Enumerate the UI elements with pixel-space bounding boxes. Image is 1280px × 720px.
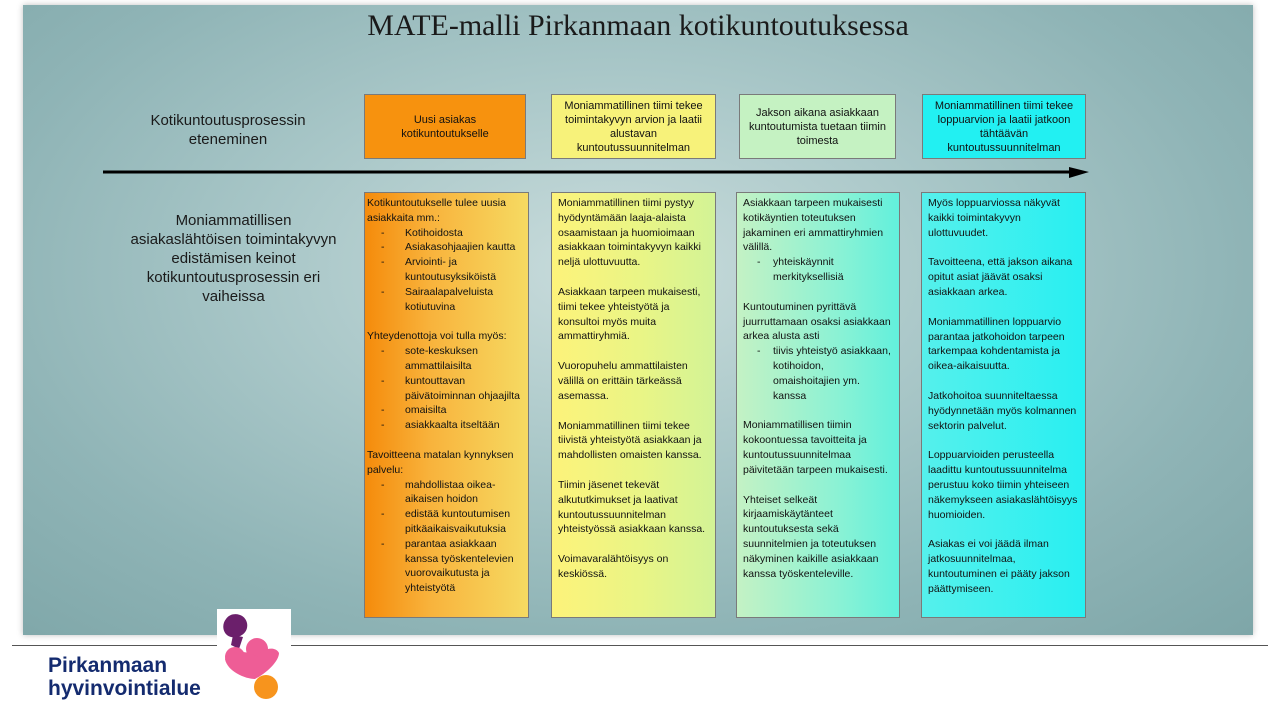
phase-box-assessment [551, 94, 716, 159]
paragraph: Moniammatillinen loppuarvio parantaa jatkohoidon tarpeen tarkempaa kohdentamista ja oikea-aikaisuutta. [928, 315, 1065, 373]
phase-label: Uusi asiakas kotikuntoutukselle [401, 113, 489, 140]
paragraph: Asiakas ei voi jäädä ilman jatkosuunnitelmaa, kuntoutuminen ei pääty jakson päättymiseen. [928, 538, 1070, 595]
paragraph: Tavoitteena matalan kynnyksen palvelu: [367, 448, 514, 476]
org-logo-icon [217, 609, 291, 703]
content-box-assessment [551, 192, 716, 618]
paragraph: Loppuarvioiden perusteella laadittu kuntoutussuunnitelma perustuu koko tiimin yhteiseen näkemykseen asiakaslähtöisyys huomioiden. [928, 449, 1078, 521]
paragraph: Moniammatillinen tiimi tekee tiivistä yhteistyötä asiakkaan ja mahdollisten omaisten kanssa. [558, 419, 702, 462]
paragraph: Vuoropuhelu ammattilaisten välillä on erittäin tärkeässä asemassa. [558, 360, 688, 402]
paragraph: Jatkohoitoa suunniteltaessa hyödynnetään myös kolmannen sektorin palvelut. [928, 389, 1077, 432]
paragraph: Myös loppuarviossa näkyvät kaikki toimintakyvyn ulottuvuudet. [928, 197, 1060, 239]
paragraph: Voimavaralähtöisyys on keskiössä. [558, 553, 669, 580]
phase-label: Jakson aikana asiakkaan kuntoutumista tuetaan tiimin toimesta [749, 106, 886, 147]
phase-box-support [739, 94, 896, 159]
slide-background [23, 5, 1253, 635]
phase-label: Moniammatillinen tiimi tekee loppuarvion ja laatii jatkoon tähtäävän kuntoutussuunnitelman [934, 99, 1074, 154]
list-item: - asiakkaalta itseltään [381, 419, 500, 432]
paragraph: Kuntoutuminen pyrittävä juurruttamaan osaksi asiakkaan arkea alusta asti [743, 300, 891, 343]
paragraph: Asiakkaan tarpeen mukaisesti, tiimi tekee yhteistyötä ja konsultoi myös muita ammattiryhmiä. [558, 285, 701, 343]
list-item: - edistää kuntoutumisen pitkäaikaisvaikutuksia [381, 508, 511, 535]
list-item: - Asiakasohjaajien kautta [381, 241, 516, 254]
content-box-support [736, 192, 900, 618]
paragraph: Kotikuntoutukselle tulee uusia asiakkaita mm.: [367, 197, 506, 224]
list-item: - Arviointi- ja kuntoutusyksiköistä [381, 256, 497, 283]
list-item: - yhteiskäynnit merkityksellisiä [757, 256, 844, 283]
paragraph: Moniammatillinen tiimi pystyy hyödyntämään laaja-alaista osaamistaan ja huomioimaan asiakkaan toimintakyvyn kaikki neljä ulottuvuutta. [558, 197, 701, 269]
list-item: - sote-keskuksen ammattilaisilta [381, 345, 478, 372]
paragraph: Tiimin jäsenet tekevät alkututkimukset ja laativat kuntoutussuunnitelman yhteistyössä asiakkaan kanssa. [558, 478, 706, 536]
slide-title: MATE-malli Pirkanmaan kotikuntoutuksessa [367, 9, 909, 42]
org-logo-text [48, 654, 201, 700]
phase-box-new-client [364, 94, 526, 159]
list-item: - mahdollistaa oikea-aikaisen hoidon [381, 478, 496, 506]
paragraph: Moniammatillisen tiimin kokoontuessa tavoitteita ja kuntoutussuunnitelmaa päivitetään tarpeen mukaisesti. [743, 419, 888, 476]
row-label-process: Kotikuntoutusprosessin eteneminen [150, 112, 306, 148]
paragraph: Yhteiset selkeät kirjaamiskäytänteet kuntoutuksesta sekä suunnitelmien ja toteutuksen näkyminen kaikille asiakkaan kanssa työskenteleville. [743, 493, 879, 580]
paragraph: Tavoitteena, että jakson aikana opitut asiat jäävät osaksi asiakkaan arkea. [928, 256, 1073, 298]
phase-box-final-assessment [922, 94, 1086, 159]
list-item: - tiivis yhteistyö asiakkaan, kotihoidon, omaishoitajien ym. kanssa [757, 345, 891, 402]
list-item: - kuntouttavan päivätoiminnan ohjaajilta [381, 374, 520, 402]
list-item: - parantaa asiakkaan kanssa työskentelevien vuorovaikutusta ja yhteistyötä [381, 537, 514, 595]
phase-label: Moniammatillinen tiimi tekee toimintakyvyn arvion ja laatii alustavan kuntoutussuunnitelman [564, 99, 703, 154]
paragraph: Yhteydenottoja voi tulla myös: [367, 330, 507, 343]
org-name-line1: Pirkanmaan [48, 654, 168, 677]
paragraph: Asiakkaan tarpeen mukaisesti kotikäyntien toteutuksen jakaminen eri ammattiryhmien välillä. [743, 197, 884, 254]
content-box-new-client [364, 192, 529, 618]
list-item: - Kotihoidosta [381, 226, 463, 239]
row-label-means: Moniammatillisen asiakaslähtöisen toimintakyvyn edistämisen keinot kotikuntoutusprosessin eri vaiheissa [130, 212, 337, 305]
org-name-line2: hyvinvointialue [48, 677, 201, 700]
list-item: - omaisilta [381, 404, 447, 417]
footer-divider [12, 645, 1268, 646]
list-item: - Sairaalapalveluista kotiutuvina [381, 285, 494, 313]
content-box-final-assessment [921, 192, 1086, 618]
timeline-arrow [103, 167, 1093, 181]
